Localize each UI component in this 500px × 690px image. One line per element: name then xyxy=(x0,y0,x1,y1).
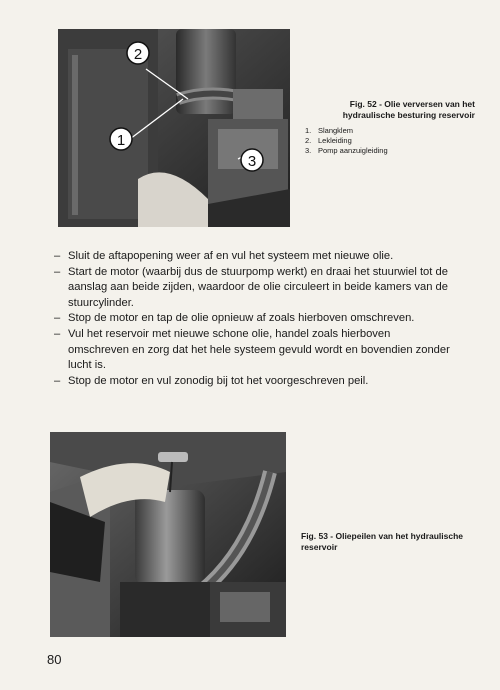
svg-text:1: 1 xyxy=(116,132,126,149)
svg-text:2: 2 xyxy=(133,46,143,63)
svg-text:3: 3 xyxy=(247,153,257,170)
instruction-item: – Vul het reservoir met nieuwe schone olie, handel zoals hierboven omschreven en zorg dat het hele systeem gevuld wordt en bovendien zonder lucht is. xyxy=(54,327,452,374)
figure-53-title: Fig. 53 - Oliepeilen van het hydraulische reservoir xyxy=(301,531,464,552)
instruction-item: – Stop de motor en tap de olie opnieuw af zoals hierboven omschreven. xyxy=(54,311,452,327)
legend-item: 3. Pomp aanzuigleiding xyxy=(305,146,388,155)
instruction-item: – Sluit de aftapopening weer af en vul het systeem met nieuwe olie. xyxy=(54,249,452,265)
instruction-list xyxy=(54,249,452,389)
legend-item: 1. Slangklem xyxy=(305,126,354,135)
instruction-item: – Start de motor (waarbij dus de stuurpomp werkt) en draai het stuurwiel tot de aanslag aan beide zijden, waardoor de olie circuleert in beide kamers van de stuurcylinder. xyxy=(54,265,452,312)
engine-reservoir-image xyxy=(58,29,290,227)
oil-level-check-image xyxy=(50,432,286,637)
callout-2 xyxy=(127,42,149,64)
figure-52-legend xyxy=(305,126,475,156)
page-number: 80 xyxy=(47,652,62,667)
callout-1 xyxy=(110,128,132,150)
callout-3 xyxy=(241,149,263,171)
legend-item: 2. Lekleiding xyxy=(305,136,352,145)
instruction-item: – Stop de motor en vul zonodig bij tot het voorgeschreven peil. xyxy=(54,374,452,390)
figure-52-title: Fig. 52 - Olie verversen van het hydraulische besturing reservoir xyxy=(342,99,475,120)
figure-53-photo xyxy=(50,432,286,637)
figure-53-caption xyxy=(301,531,471,552)
figure-52-caption xyxy=(305,99,475,156)
figure-52-photo xyxy=(58,29,290,227)
